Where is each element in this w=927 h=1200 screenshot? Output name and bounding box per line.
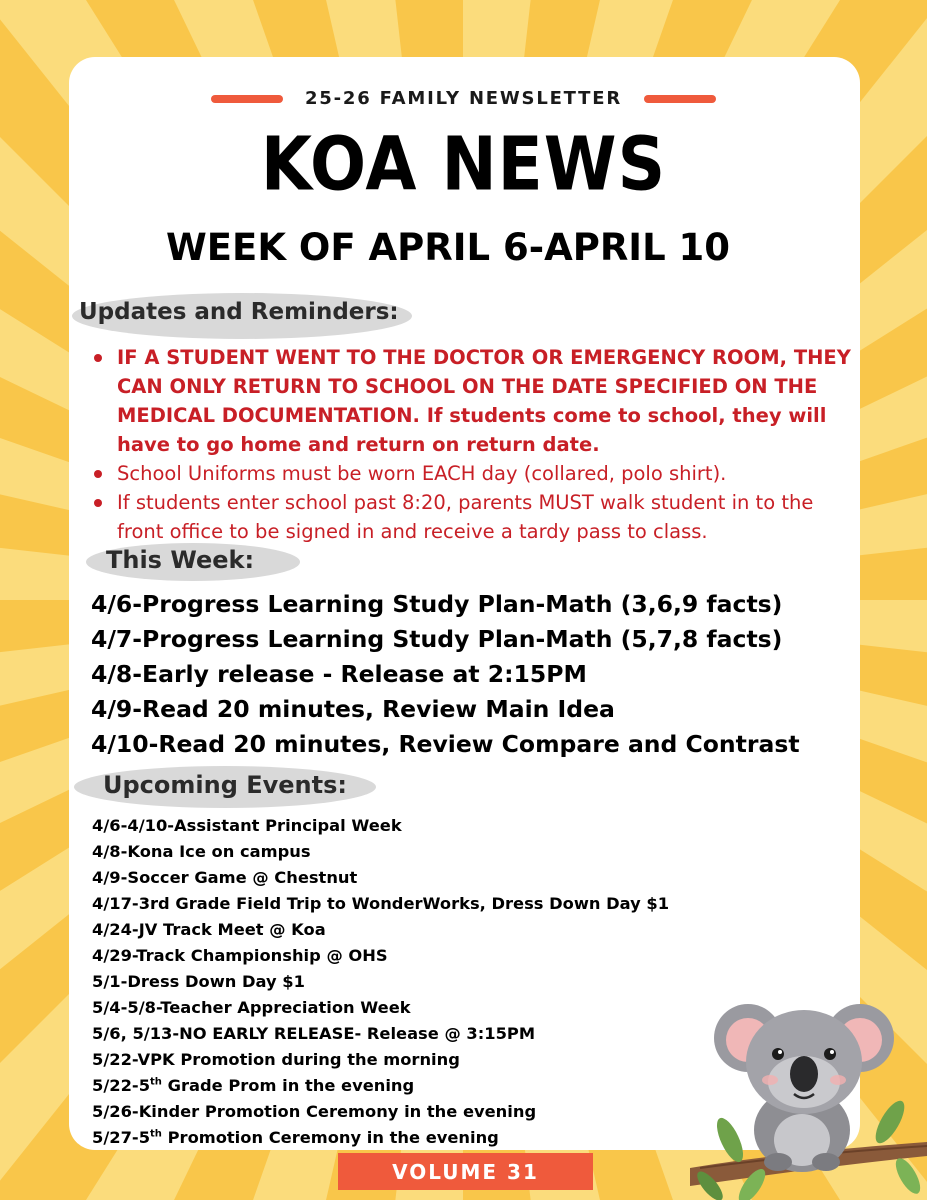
event-item bbox=[92, 1099, 732, 1125]
event-text: 5/1-Dress Down Day $1 bbox=[92, 972, 305, 991]
update-item bbox=[92, 459, 862, 488]
event-text: 4/6-4/10-Assistant Principal Week bbox=[92, 816, 402, 835]
update-item bbox=[92, 488, 862, 546]
bullet-icon bbox=[94, 499, 102, 507]
event-text: 5/22-VPK Promotion during the morning bbox=[92, 1050, 460, 1069]
event-item bbox=[92, 1047, 732, 1073]
this-week-heading: This Week: bbox=[106, 546, 255, 574]
event-text: 4/9-Soccer Game @ Chestnut bbox=[92, 868, 358, 887]
event-text: 4/8-Kona Ice on campus bbox=[92, 842, 311, 861]
event-item bbox=[92, 813, 732, 839]
this-week-item: 4/9-Read 20 minutes, Review Main Idea bbox=[91, 695, 615, 723]
newsletter-title: KOA NEWS bbox=[260, 121, 667, 208]
this-week-item: 4/8-Early release - Release at 2:15PM bbox=[91, 660, 587, 688]
update-text: If students enter school past 8:20, parents MUST walk student in to the front office to be signed in and receive a tardy pass to class. bbox=[117, 491, 814, 543]
event-text: 4/24-JV Track Meet @ Koa bbox=[92, 920, 326, 939]
update-item bbox=[92, 343, 862, 459]
newsletter-kicker bbox=[0, 88, 927, 109]
event-item bbox=[92, 943, 732, 969]
this-week-item: 4/6-Progress Learning Study Plan-Math (3,6,9 facts) bbox=[91, 590, 783, 618]
event-text: 5/22-5 bbox=[92, 1076, 151, 1095]
upcoming-events-list bbox=[92, 813, 732, 1151]
event-item bbox=[92, 917, 732, 943]
update-text: IF A STUDENT WENT TO THE DOCTOR OR EMERGENCY ROOM, THEY CAN ONLY RETURN TO SCHOOL ON THE DATE SPECIFIED ON THE MEDICAL DOCUMENTATION. If students come to school, they will have to go home and return on return date. bbox=[117, 346, 851, 456]
this-week-list bbox=[91, 587, 861, 762]
bullet-icon bbox=[94, 354, 102, 362]
event-text: 5/4-5/8-Teacher Appreciation Week bbox=[92, 998, 411, 1017]
this-week-item: 4/7-Progress Learning Study Plan-Math (5,7,8 facts) bbox=[91, 625, 783, 653]
koala-head bbox=[714, 1004, 894, 1114]
event-text: 5/26-Kinder Promotion Ceremony in the evening bbox=[92, 1102, 537, 1121]
updates-list bbox=[92, 343, 862, 546]
kicker-right-bar bbox=[644, 95, 716, 103]
update-text: School Uniforms must be worn EACH day (collared, polo shirt). bbox=[117, 462, 727, 485]
event-item bbox=[92, 865, 732, 891]
week-heading: WEEK OF APRIL 6-APRIL 10 bbox=[165, 226, 731, 269]
ordinal-suffix: th bbox=[150, 1128, 162, 1140]
bullet-icon bbox=[94, 470, 102, 478]
kicker-left-bar bbox=[211, 95, 283, 103]
koala-icon bbox=[690, 990, 927, 1200]
kicker-text: 25-26 FAMILY NEWSLETTER bbox=[304, 88, 623, 109]
event-item bbox=[92, 891, 732, 917]
event-item bbox=[92, 1073, 732, 1099]
event-text: 5/6, 5/13-NO EARLY RELEASE- Release @ 3:15PM bbox=[92, 1024, 536, 1043]
event-item bbox=[92, 969, 732, 995]
this-week-item: 4/10-Read 20 minutes, Review Compare and Contrast bbox=[91, 730, 800, 758]
event-item bbox=[92, 995, 732, 1021]
event-text-continued: Promotion Ceremony in the evening bbox=[161, 1128, 499, 1147]
updates-heading: Updates and Reminders: bbox=[79, 299, 399, 325]
event-text: 5/27-5 bbox=[92, 1128, 151, 1147]
event-text: 4/17-3rd Grade Field Trip to WonderWorks, Dress Down Day $1 bbox=[92, 894, 670, 913]
event-text-continued: Grade Prom in the evening bbox=[161, 1076, 415, 1095]
event-item bbox=[92, 1125, 732, 1151]
upcoming-heading: Upcoming Events: bbox=[103, 771, 347, 799]
event-text: 4/29-Track Championship @ OHS bbox=[92, 946, 388, 965]
event-item bbox=[92, 839, 732, 865]
ordinal-suffix: th bbox=[150, 1076, 162, 1088]
event-item bbox=[92, 1021, 732, 1047]
volume-badge: VOLUME 31 bbox=[338, 1153, 593, 1190]
